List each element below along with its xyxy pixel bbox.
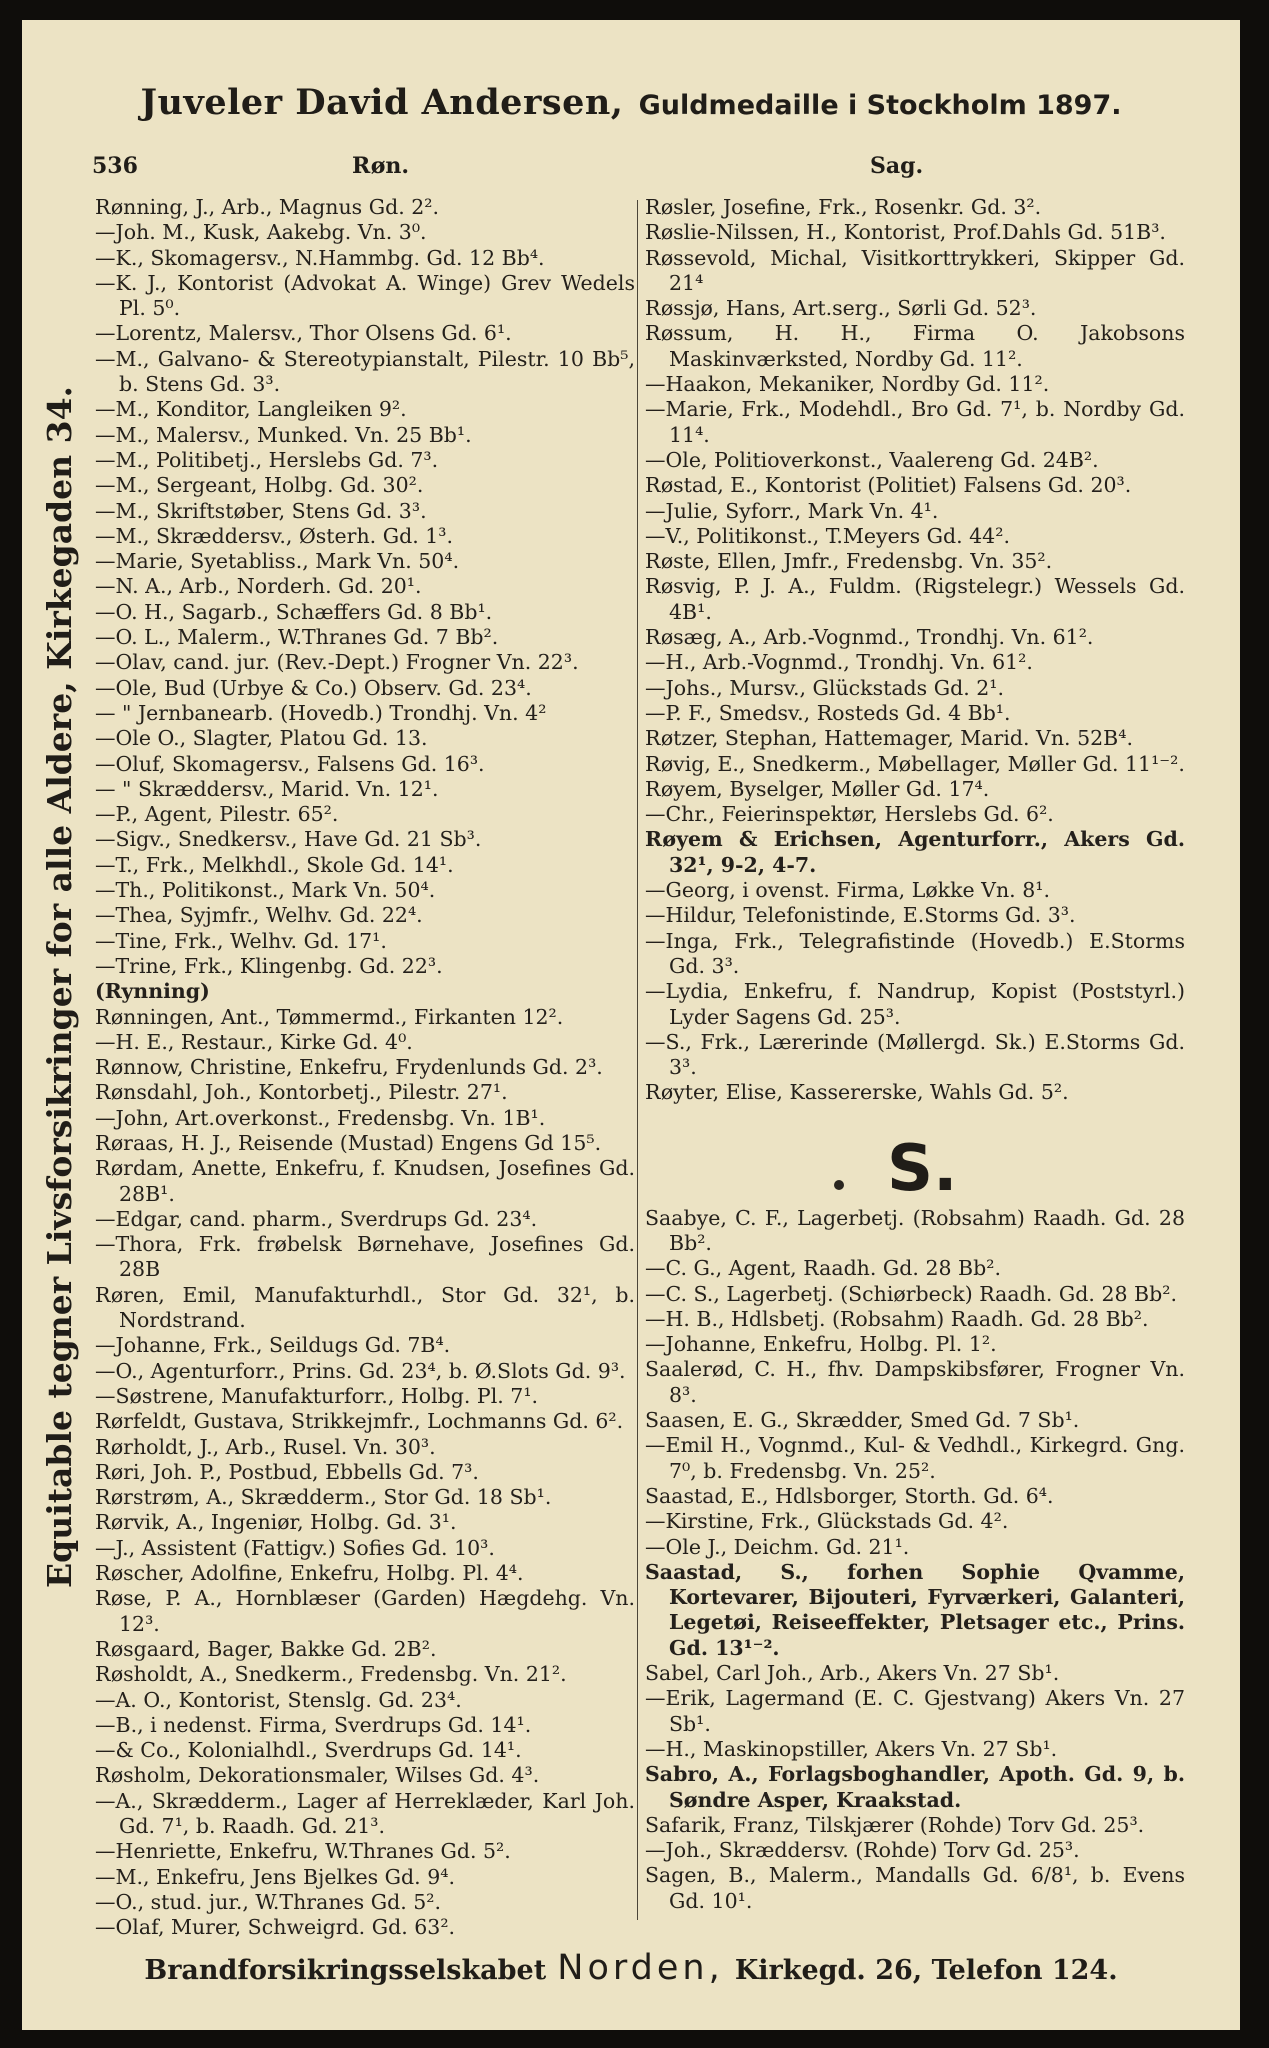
directory-entry: —Emil H., Vognmd., Kul- & Vedhdl., Kirkegrd. Gng. 7⁰, b. Fredensbg. Vn. 25².: [645, 1433, 1185, 1483]
directory-entry: —M., Galvano- & Stereotypianstalt, Pilestr. 10 Bb⁵, b. Stens Gd. 3³.: [95, 346, 635, 397]
directory-entry: Saastad, E., Hdlsborger, Storth. Gd. 6⁴.: [645, 1483, 1054, 1508]
directory-entry: (Rynning): [95, 979, 210, 1004]
page-number: 536: [92, 153, 138, 179]
right-column-entries-s: [645, 1206, 1185, 1914]
directory-entry: Røscher, Adolfine, Enkefru, Holbg. Pl. 4⁴.: [95, 1561, 524, 1586]
directory-entry: —Julie, Syforr., Mark Vn. 4¹.: [645, 498, 939, 523]
directory-entry: —& Co., Kolonialhdl., Sverdrups Gd. 14¹.: [95, 1738, 522, 1763]
running-head-left: Røn.: [352, 153, 410, 179]
directory-entry: Røvig, E., Snedkerm., Møbellager, Møller Gd. 11¹⁻².: [645, 751, 1185, 776]
directory-entry: Røsgaard, Bager, Bakke Gd. 2B².: [95, 1636, 437, 1661]
directory-entry: Røyem & Erichsen, Agenturforr., Akers Gd. 32¹, 9-2, 4-7.: [645, 827, 1185, 877]
footer-company: Brandforsikringsselskabet: [144, 1955, 547, 1986]
directory-entry: Røri, Joh. P., Postbud, Ebbells Gd. 7³.: [95, 1459, 479, 1484]
directory-entry: —P., Agent, Pilestr. 65².: [95, 802, 339, 827]
directory-entry: Rørstrøm, A., Skrædderm., Stor Gd. 18 Sb¹.: [95, 1485, 552, 1510]
directory-entry: —P. F., Smedsv., Rosteds Gd. 4 Bb¹.: [645, 700, 1011, 725]
directory-entry: Saasen, E. G., Skrædder, Smed Gd. 7 Sb¹.: [645, 1408, 1080, 1433]
page-header: [22, 82, 1240, 123]
directory-entry: —Henriette, Enkefru, W.Thranes Gd. 5².: [95, 1839, 511, 1864]
directory-entry: —M., Konditor, Langleiken 9².: [95, 397, 407, 422]
directory-entry: —Lydia, Enkefru, f. Nandrup, Kopist (Poststyrl.) Lyder Sagens Gd. 25³.: [645, 979, 1185, 1029]
directory-entry: Røse, P. A., Hornblæser (Garden) Hægdehg. Vn. 12³.: [95, 1586, 635, 1636]
directory-entry: Røyem, Byselger, Møller Gd. 17⁴.: [645, 776, 990, 801]
directory-entry: —C. G., Agent, Raadh. Gd. 28 Bb².: [645, 1256, 1001, 1281]
directory-entry: —Th., Politikonst., Mark Vn. 50⁴.: [95, 878, 436, 903]
footer-brand: Norden,: [557, 1948, 724, 1988]
directory-entry: Sagen, B., Malerm., Mandalls Gd. 6/8¹, b. Evens Gd. 10¹.: [645, 1863, 1185, 1913]
directory-entry: —Johanne, Frk., Seildugs Gd. 7B⁴.: [95, 1333, 451, 1358]
directory-entry: —Trine, Frk., Klingenbg. Gd. 22³.: [95, 953, 443, 978]
directory-entry: —M., Malersv., Munked. Vn. 25 Bb¹.: [95, 422, 472, 447]
directory-entry: —Joh. M., Kusk, Aakebg. Vn. 3⁰.: [95, 220, 427, 245]
directory-entry: Røssjø, Hans, Art.serg., Sørli Gd. 52³.: [645, 296, 1037, 321]
footer-address: Kirkegd. 26, Telefon 124.: [734, 1955, 1118, 1986]
directory-entry: —Olaf, Murer, Schweigrd. Gd. 63².: [95, 1915, 456, 1940]
directory-entry: —Tine, Frk., Welhv. Gd. 17¹.: [95, 928, 387, 953]
directory-entry: —M., Skræddersv., Østerh. Gd. 1³.: [95, 523, 454, 548]
directory-entry: Røsæg, A., Arb.-Vognmd., Trondhj. Vn. 61².: [645, 625, 1094, 650]
directory-entry: —Johs., Mursv., Glückstads Gd. 2¹.: [645, 675, 1005, 700]
directory-entry: —Ole O., Slagter, Platou Gd. 13.: [95, 726, 428, 751]
directory-entry: Røsholm, Dekorationsmaler, Wilses Gd. 4³.: [95, 1763, 540, 1788]
directory-entry: —Marie, Syetabliss., Mark Vn. 50⁴.: [95, 549, 460, 574]
directory-entry: —Thora, Frk. frøbelsk Børnehave, Josefines Gd. 28B: [95, 1232, 635, 1282]
right-column-entries-r: [645, 195, 1185, 1106]
directory-entry: —K., Skomagersv., N.Hammbg. Gd. 12 Bb⁴.: [95, 245, 545, 270]
directory-entry: —M., Politibetj., Herslebs Gd. 7³.: [95, 447, 439, 472]
directory-page: [22, 20, 1240, 2030]
directory-entry: —Kirstine, Frk., Glückstads Gd. 4².: [645, 1509, 1009, 1534]
directory-entry: Safarik, Franz, Tilskjærer (Rohde) Torv Gd. 25³.: [645, 1812, 1145, 1837]
running-head-right: Sag.: [870, 153, 924, 179]
header-advert-name: Juveler David Andersen,: [140, 82, 624, 123]
directory-entry: —C. S., Lagerbetj. (Schiørbeck) Raadh. Gd. 28 Bb².: [645, 1281, 1177, 1306]
directory-entry: —Thea, Syjmfr., Welhv. Gd. 22⁴.: [95, 903, 423, 928]
directory-entry: —M., Skriftstøber, Stens Gd. 3³.: [95, 498, 427, 523]
directory-entry: —O. L., Malerm., W.Thranes Gd. 7 Bb².: [95, 625, 499, 650]
directory-entry: —A., Skrædderm., Lager af Herreklæder, Karl Joh. Gd. 7¹, b. Raadh. Gd. 21³.: [95, 1788, 635, 1838]
directory-entry: —V., Politikonst., T.Meyers Gd. 44².: [645, 523, 1010, 548]
directory-entry: Rønnow, Christine, Enkefru, Frydenlunds Gd. 2³.: [95, 1055, 603, 1080]
directory-entry: —Inga, Frk., Telegrafistinde (Hovedb.) E.Storms Gd. 3³.: [645, 928, 1185, 978]
decorative-dot: [834, 1180, 844, 1190]
directory-entry: —Chr., Feierinspektør, Herslebs Gd. 6².: [645, 802, 1054, 827]
directory-entry: Rørvik, A., Ingeniør, Holbg. Gd. 3¹.: [95, 1510, 457, 1535]
directory-entry: —Sigv., Snedkersv., Have Gd. 21 Sb³.: [95, 827, 482, 852]
directory-entry: —O. H., Sagarb., Schæffers Gd. 8 Bb¹.: [95, 599, 493, 624]
directory-entry: Røsler, Josefine, Frk., Rosenkr. Gd. 3².: [645, 195, 1042, 219]
directory-entry: —Hildur, Telefonistinde, E.Storms Gd. 3³.: [645, 903, 1076, 928]
directory-entry: —N. A., Arb., Norderh. Gd. 20¹.: [95, 574, 422, 599]
directory-entry: Rønning, J., Arb., Magnus Gd. 2².: [95, 195, 440, 219]
directory-entry: —S., Frk., Lærerinde (Møllergd. Sk.) E.Storms Gd. 3³.: [645, 1029, 1185, 1080]
directory-entry: Saalerød, C. H., fhv. Dampskibsfører, Frogner Vn. 8³.: [645, 1357, 1185, 1407]
directory-entry: Røssevold, Michal, Visitkorttrykkeri, Skipper Gd. 21⁴: [645, 245, 1185, 295]
directory-entry: —Ole J., Deichm. Gd. 21¹.: [645, 1534, 910, 1559]
vertical-advert: Equitable tegner Livsforsikringer for alle Aldere, Kirkegaden 34.: [40, 385, 79, 1588]
directory-entry: —M., Enkefru, Jens Bjelkes Gd. 9⁴.: [95, 1864, 455, 1889]
directory-entry: —Erik, Lagermand (E. C. Gjestvang) Akers Vn. 27 Sb¹.: [645, 1686, 1185, 1736]
directory-entry: Røslie-Nilssen, H., Kontorist, Prof.Dahls Gd. 51B³.: [645, 220, 1166, 245]
directory-entry: Røyter, Elise, Kassererske, Wahls Gd. 5².: [645, 1080, 1069, 1105]
directory-entry: —Georg, i ovenst. Firma, Løkke Vn. 8¹.: [645, 878, 1050, 903]
directory-entry: —Johanne, Enkefru, Holbg. Pl. 1².: [645, 1332, 997, 1357]
directory-entry: Røste, Ellen, Jmfr., Fredensbg. Vn. 35².: [645, 549, 1053, 574]
directory-entry: —Lorentz, Malersv., Thor Olsens Gd. 6¹.: [95, 321, 512, 346]
directory-entry: —Oluf, Skomagersv., Falsens Gd. 16³.: [95, 751, 485, 776]
directory-entry: Rørdam, Anette, Enkefru, f. Knudsen, Josefines Gd. 28B¹.: [95, 1156, 635, 1206]
directory-entry: Sabel, Carl Joh., Arb., Akers Vn. 27 Sb¹.: [645, 1661, 1060, 1686]
directory-entry: —Søstrene, Manufakturforr., Holbg. Pl. 7¹.: [95, 1383, 539, 1408]
directory-entry: Rørfeldt, Gustava, Strikkejmfr., Lochmanns Gd. 6².: [95, 1409, 624, 1434]
directory-entry: —O., stud. jur., W.Thranes Gd. 5².: [95, 1889, 442, 1914]
directory-entry: —Edgar, cand. pharm., Sverdrups Gd. 23⁴.: [95, 1206, 538, 1231]
directory-entry: —M., Sergeant, Holbg. Gd. 30².: [95, 473, 424, 498]
header-advert-medal: Guldmedaille i Stockholm 1897.: [638, 90, 1122, 121]
directory-entry: —J., Assistent (Fattigv.) Sofies Gd. 10³.: [95, 1535, 495, 1560]
directory-entry: —Olav, cand. jur. (Rev.-Dept.) Frogner Vn. 22³.: [95, 650, 579, 675]
directory-entry: —John, Art.overkonst., Fredensbg. Vn. 1B¹.: [95, 1105, 546, 1130]
left-column: [95, 195, 635, 1940]
directory-entry: —Marie, Frk., Modehdl., Bro Gd. 7¹, b. Nordby Gd. 11⁴.: [645, 397, 1185, 447]
directory-entry: Røssum, H. H., Firma O. Jakobsons Maskinværksted, Nordby Gd. 11².: [645, 321, 1185, 371]
directory-entry: — " Jernbanearb. (Hovedb.) Trondhj. Vn. 4²: [95, 700, 547, 725]
directory-entry: Røraas, H. J., Reisende (Mustad) Engens Gd 15⁵.: [95, 1130, 602, 1155]
directory-entry: —K. J., Kontorist (Advokat A. Winge) Grev Wedels Pl. 5⁰.: [95, 270, 635, 321]
directory-entry: Saastad, S., forhen Sophie Qvamme, Kortevarer, Bijouteri, Fyrværkeri, Galanteri, Legetøi, Reiseeffekter, Pletsager etc., Prins. Gd. 13¹⁻².: [645, 1559, 1185, 1660]
directory-entry: — " Skræddersv., Marid. Vn. 12¹.: [95, 776, 439, 801]
directory-entry: —O., Agenturforr., Prins. Gd. 23⁴, b. Ø.Slots Gd. 9³.: [95, 1358, 626, 1383]
directory-entry: Sabro, A., Forlagsboghandler, Apoth. Gd. 9, b. Søndre Asper, Kraakstad.: [645, 1762, 1185, 1812]
directory-entry: —H., Arb.-Vognmd., Trondhj. Vn. 61².: [645, 650, 1033, 675]
directory-entry: —B., i nedenst. Firma, Sverdrups Gd. 14¹.: [95, 1712, 532, 1737]
right-column: [645, 195, 1185, 1914]
directory-entry: —Ole, Politioverkonst., Vaalereng Gd. 24B².: [645, 447, 1099, 472]
directory-entry: —A. O., Kontorist, Stenslg. Gd. 23⁴.: [95, 1687, 462, 1712]
directory-entry: —T., Frk., Melkhdl., Skole Gd. 14¹.: [95, 852, 454, 877]
directory-entry: —H. B., Hdlsbetj. (Robsahm) Raadh. Gd. 28 Bb².: [645, 1306, 1149, 1331]
directory-entry: —Haakon, Mekaniker, Nordby Gd. 11².: [645, 372, 1050, 397]
directory-entry: Rønsdahl, Joh., Kontorbetj., Pilestr. 27¹.: [95, 1080, 508, 1105]
directory-entry: Røsholdt, A., Snedkerm., Fredensbg. Vn. 21².: [95, 1662, 567, 1687]
directory-entry: Røstad, E., Kontorist (Politiet) Falsens Gd. 20³.: [645, 473, 1132, 498]
directory-entry: —Ole, Bud (Urbye & Co.) Observ. Gd. 23⁴.: [95, 675, 532, 700]
section-letter: S.: [887, 1132, 958, 1206]
page-footer: [22, 1948, 1240, 1988]
directory-entry: Rørholdt, J., Arb., Rusel. Vn. 30³.: [95, 1434, 436, 1459]
directory-entry: —Joh., Skræddersv. (Rohde) Torv Gd. 25³.: [645, 1838, 1080, 1863]
directory-entry: Røsvig, P. J. A., Fuldm. (Rigstelegr.) Wessels Gd. 4B¹.: [645, 574, 1185, 624]
directory-entry: Rønningen, Ant., Tømmermd., Firkanten 12².: [95, 1004, 564, 1029]
directory-entry: Røren, Emil, Manufakturhdl., Stor Gd. 32¹, b. Nordstrand.: [95, 1282, 635, 1333]
column-divider: [637, 200, 638, 1920]
directory-entry: —H. E., Restaur., Kirke Gd. 4⁰.: [95, 1029, 413, 1054]
directory-entry: Saabye, C. F., Lagerbetj. (Robsahm) Raadh. Gd. 28 Bb².: [645, 1205, 1185, 1255]
directory-entry: Røtzer, Stephan, Hattemager, Marid. Vn. 52B⁴.: [645, 726, 1133, 751]
directory-entry: —H., Maskinopstiller, Akers Vn. 27 Sb¹.: [645, 1736, 1058, 1761]
